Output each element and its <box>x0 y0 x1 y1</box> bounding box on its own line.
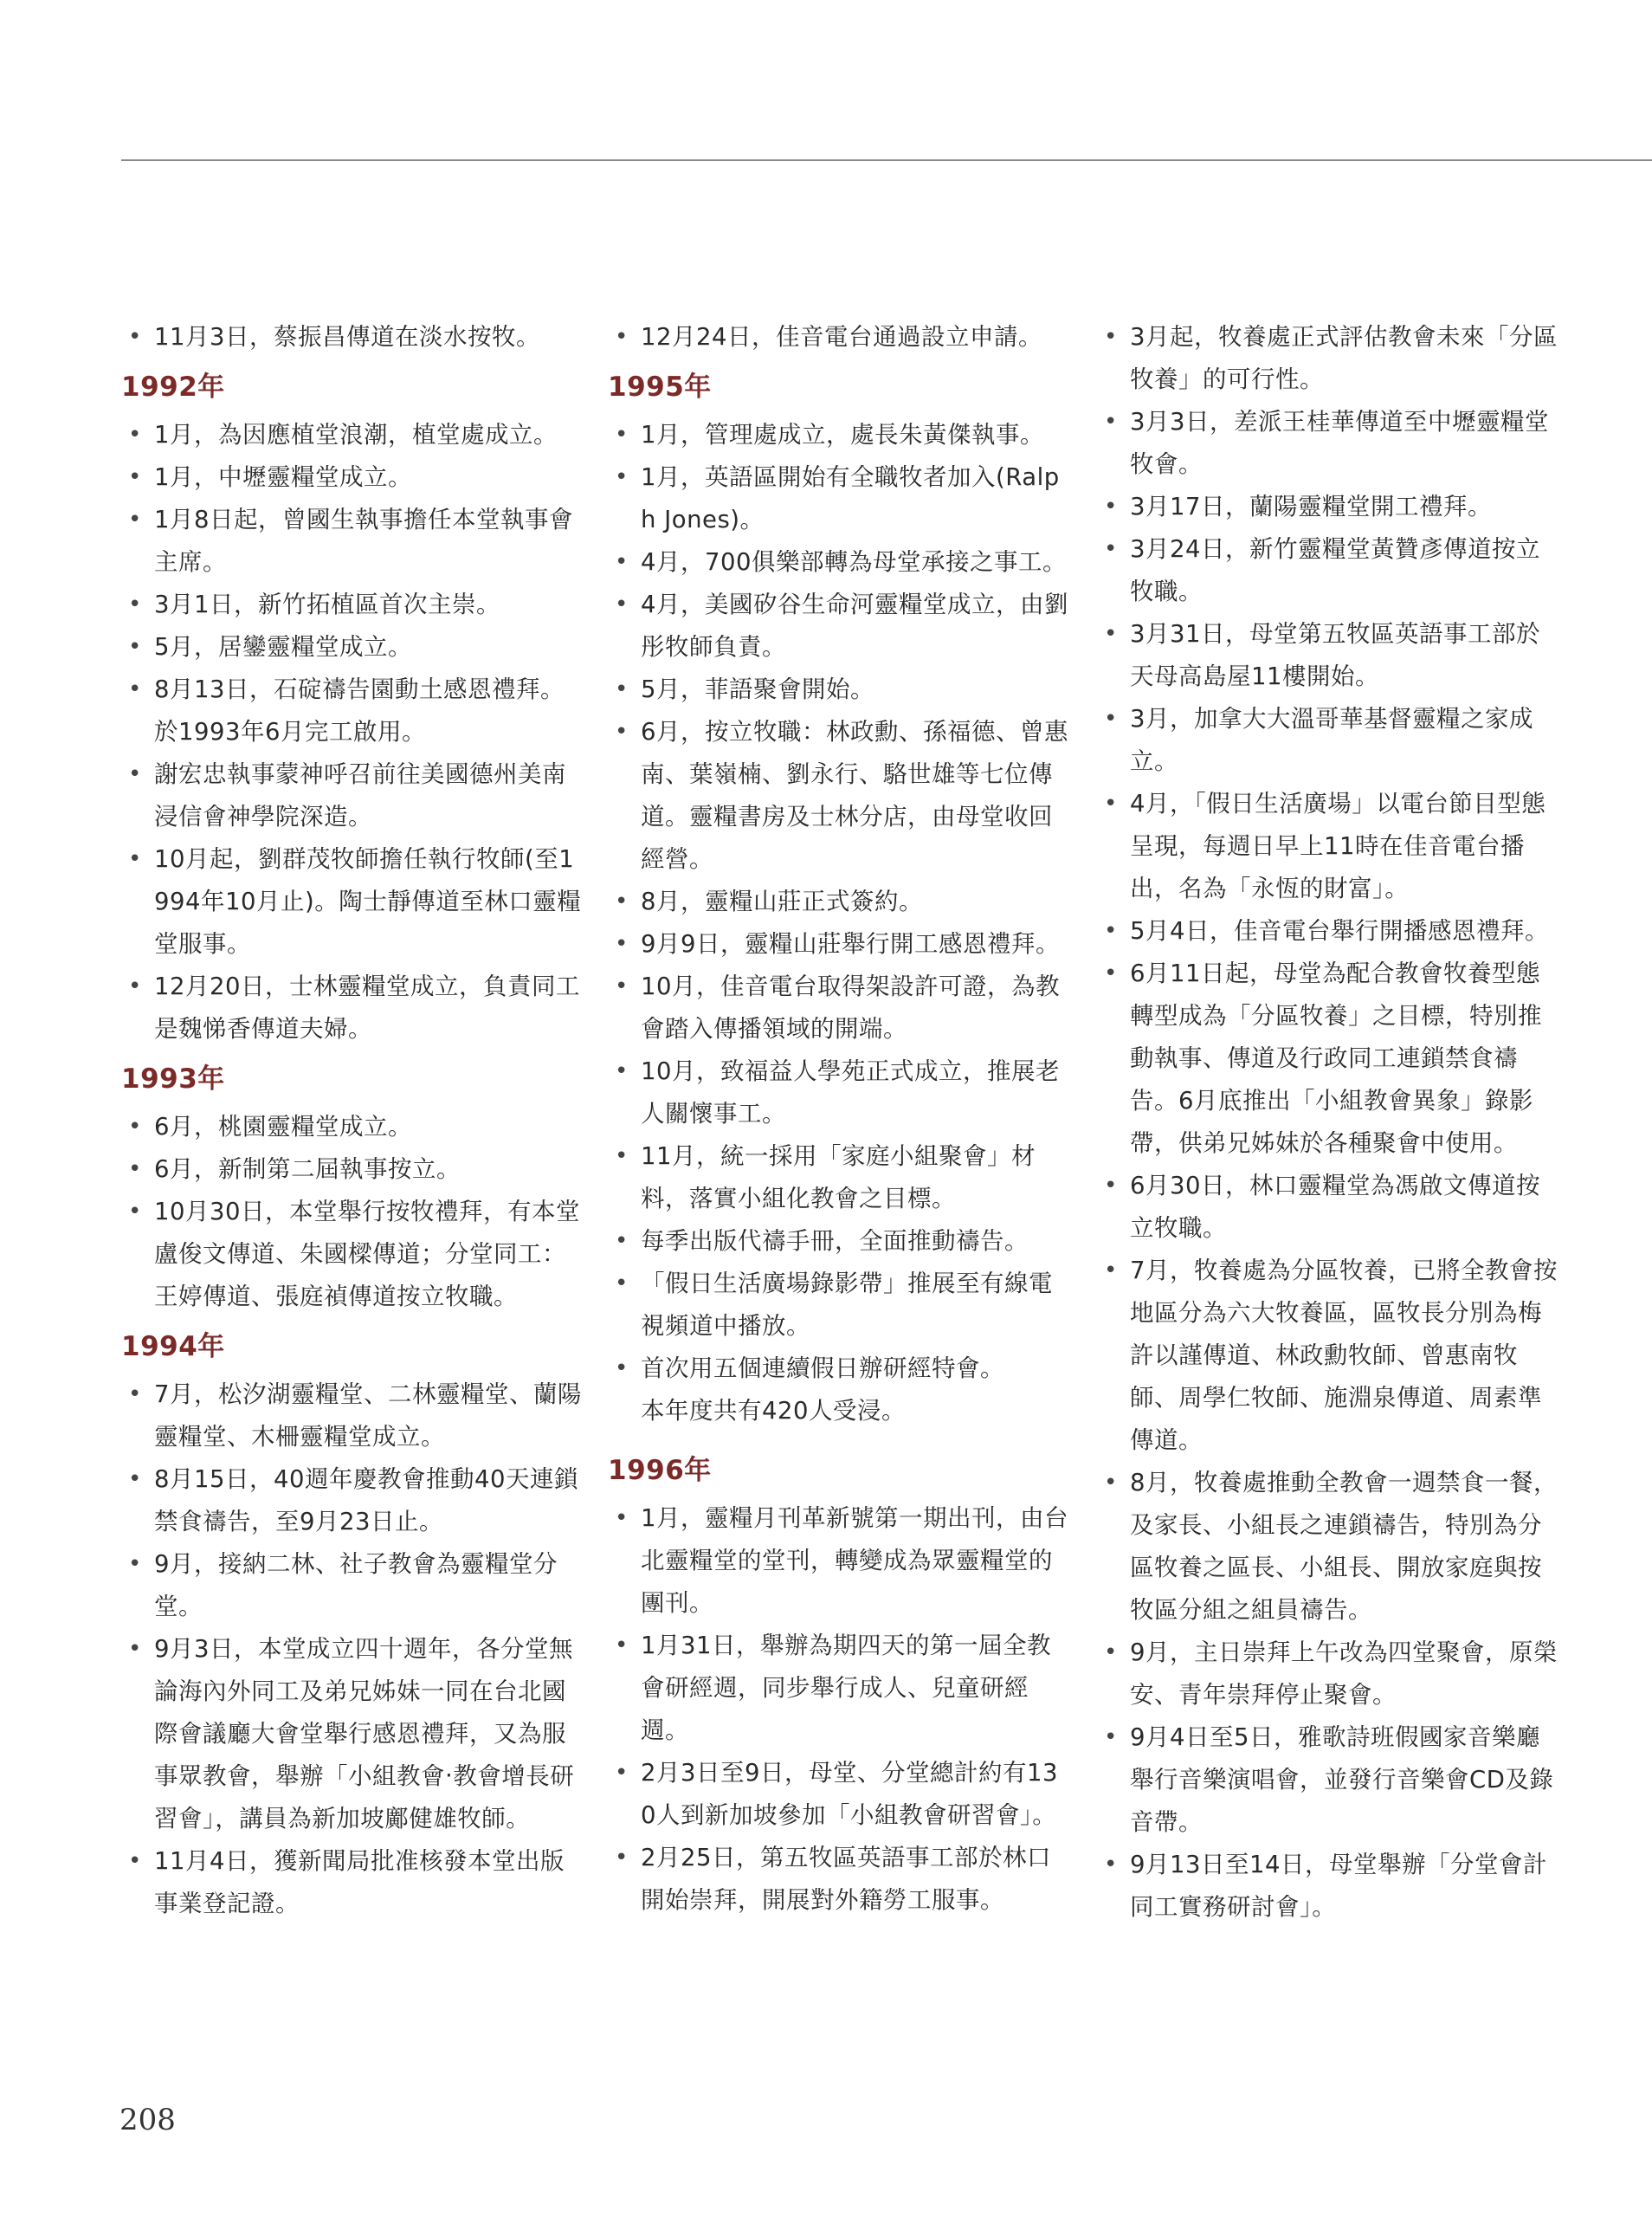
entry-text: 每季出版代禱手冊，全面推動禱告。 <box>641 1227 1029 1255</box>
entry-text: 9月4日至5日，雅歌詩班假國家音樂廳舉行音樂演唱會，並發行音樂會CD及錄音帶。 <box>1130 1723 1554 1836</box>
entry-text: 6月30日，林口靈糧堂為馮啟文傳道按立牧職。 <box>1130 1172 1540 1242</box>
bullet-icon: • <box>1104 324 1118 350</box>
bullet-icon: • <box>128 324 142 350</box>
timeline-entry <box>1097 528 1560 613</box>
entry-text: 9月，接納二林、社子教會為靈糧堂分堂。 <box>154 1550 558 1620</box>
timeline-entry <box>1097 783 1560 910</box>
timeline-entry <box>121 838 584 966</box>
entry-text: 8月，靈糧山莊正式簽約。 <box>641 888 923 915</box>
year-heading-1993: 1993年 <box>121 1063 225 1095</box>
timeline-entry <box>608 1220 1071 1263</box>
timeline-entry <box>121 1106 584 1148</box>
timeline-entry <box>608 711 1071 881</box>
bullet-icon: • <box>128 1381 142 1407</box>
bullet-icon: • <box>615 973 629 999</box>
entry-text: 3月3日，差派王桂華傳道至中壢靈糧堂牧會。 <box>1130 408 1549 478</box>
entry-text: 7月，牧養處為分區牧養，已將全教會按地區分為六大牧養區，區牧長分別為梅許以謹傳道、林政勳牧師、曾惠南牧師、周學仁牧師、施淵泉傳道、周素準傳道。 <box>1130 1257 1558 1454</box>
timeline-entry <box>1097 698 1560 783</box>
entry-text: 11月4日，獲新聞局批准核發本堂出版事業登記證。 <box>154 1847 565 1917</box>
bullet-icon: • <box>1104 1852 1118 1878</box>
bullet-icon: • <box>128 761 142 787</box>
annual-baptism-note: 本年度共有420人受浸。 <box>641 1397 906 1425</box>
timeline-entry <box>1097 910 1560 953</box>
bullet-icon: • <box>1104 494 1118 520</box>
bullet-icon: • <box>615 1228 629 1254</box>
timeline-entry <box>608 966 1071 1050</box>
year-heading-1992: 1992年 <box>121 372 225 403</box>
entry-text: 8月15日，40週年慶教會推動40天連鎖禁食禱告，至9月23日止。 <box>154 1465 578 1535</box>
timeline-entry <box>121 499 584 584</box>
timeline-entry <box>1097 613 1560 698</box>
timeline-entry <box>1097 1716 1560 1844</box>
timeline-entry <box>608 1497 1071 1625</box>
bullet-icon: • <box>615 1143 629 1169</box>
timeline-entry <box>608 316 1071 359</box>
bullet-icon: • <box>128 507 142 533</box>
bullet-icon: • <box>1104 706 1118 732</box>
column-3 <box>1097 316 1560 1929</box>
entry-text: 12月24日，佳音電台通過設立申請。 <box>641 323 1042 351</box>
entry-text: 「假日生活廣場錄影帶」推展至有線電視頻道中播放。 <box>641 1270 1053 1340</box>
timeline-entry <box>1097 486 1560 528</box>
entry-text: 4月，美國矽谷生命河靈糧堂成立，由劉彤牧師負責。 <box>641 591 1068 661</box>
entry-text: 6月，新制第二屆執事按立。 <box>154 1155 461 1183</box>
bullet-icon: • <box>615 1505 629 1531</box>
timeline-entry <box>1097 1462 1560 1632</box>
entry-text: 3月，加拿大大溫哥華基督靈糧之家成立。 <box>1130 705 1533 775</box>
timeline-entry <box>1097 1844 1560 1929</box>
bullet-icon: • <box>615 676 629 702</box>
entry-text: 7月，松汐湖靈糧堂、二林靈糧堂、蘭陽靈糧堂、木柵靈糧堂成立。 <box>154 1380 582 1451</box>
timeline-entry <box>608 1135 1071 1220</box>
entry-text: 1月8日起，曾國生執事擔任本堂執事會主席。 <box>154 506 573 576</box>
entry-text: 3月17日，蘭陽靈糧堂開工禮拜。 <box>1130 493 1492 520</box>
year-heading-1995: 1995年 <box>608 372 712 403</box>
entry-text: 首次用五個連續假日辦研經特會。 <box>641 1354 1004 1382</box>
entry-text: 3月1日，新竹拓植區首次主崇。 <box>154 591 500 618</box>
timeline-entry <box>1097 401 1560 486</box>
timeline-entry <box>608 1625 1071 1752</box>
top-rule <box>121 159 1652 161</box>
timeline-entry <box>608 541 1071 584</box>
timeline-entry <box>121 456 584 499</box>
entry-text: 謝宏忠執事蒙神呼召前往美國德州美南浸信會神學院深造。 <box>154 760 566 831</box>
timeline-entry <box>121 669 584 753</box>
page-number: 208 <box>119 2103 176 2137</box>
year-heading-1996: 1996年 <box>608 1455 712 1486</box>
timeline-entry <box>121 1543 584 1628</box>
entry-text: 6月，桃園靈糧堂成立。 <box>154 1113 412 1141</box>
bullet-icon: • <box>128 846 142 872</box>
timeline-entry <box>121 1628 584 1840</box>
bullet-icon: • <box>615 324 629 350</box>
timeline-entry <box>1097 953 1560 1165</box>
bullet-icon: • <box>1104 1724 1118 1750</box>
timeline-entry <box>1097 1165 1560 1250</box>
bullet-icon: • <box>128 591 142 617</box>
bullet-icon: • <box>615 1845 629 1871</box>
bullet-icon: • <box>1104 1257 1118 1283</box>
bullet-icon: • <box>1104 960 1118 986</box>
timeline-entry <box>608 881 1071 923</box>
timeline-entry <box>121 1374 584 1458</box>
timeline-entry <box>121 414 584 456</box>
timeline-entry <box>608 456 1071 541</box>
timeline-entry <box>121 1458 584 1543</box>
entry-text: 11月3日，蔡振昌傳道在淡水按牧。 <box>154 323 540 351</box>
timeline-entry <box>1097 1250 1560 1462</box>
timeline-entry <box>608 414 1071 456</box>
entry-text: 1月，管理處成立，處長朱黃傑執事。 <box>641 421 1044 449</box>
entry-text: 10月，佳音電台取得架設許可證，為教會踏入傳播領域的開端。 <box>641 973 1060 1043</box>
bullet-icon: • <box>615 1632 629 1658</box>
entry-text: 1月31日，舉辦為期四天的第一屆全教會研經週，同步舉行成人、兒童研經週。 <box>641 1632 1051 1744</box>
bullet-icon: • <box>1104 409 1118 435</box>
bullet-icon: • <box>615 719 629 745</box>
bullet-icon: • <box>1104 1173 1118 1199</box>
entry-text: 4月，700俱樂部轉為母堂承接之事工。 <box>641 548 1067 576</box>
column-2 <box>608 316 1071 1922</box>
bullet-icon: • <box>128 1199 142 1225</box>
bullet-icon: • <box>128 634 142 660</box>
entry-text: 6月，按立牧職：林政勳、孫福德、曾惠南、葉嶺楠、劉永行、駱世雄等七位傳道。靈糧書房及士林分店，由母堂收回經營。 <box>641 718 1068 873</box>
entry-text: 5月4日，佳音電台舉行開播感恩禮拜。 <box>1130 917 1549 945</box>
entry-text: 8月，牧養處推動全教會一週禁食一餐，及家長、小組長之連鎖禱告，特別為分區牧養之區長、小組長、開放家庭與按牧區分組之組員禱告。 <box>1130 1469 1558 1624</box>
timeline-entry <box>608 1050 1071 1135</box>
entry-text: 10月，致福益人學苑正式成立，推展老人關懷事工。 <box>641 1057 1060 1128</box>
bullet-icon: • <box>128 464 142 490</box>
bullet-icon: • <box>615 1058 629 1084</box>
bullet-icon: • <box>615 464 629 490</box>
bullet-icon: • <box>615 1760 629 1786</box>
entry-text: 1月，為因應植堂浪潮，植堂處成立。 <box>154 421 558 449</box>
bullet-icon: • <box>615 422 629 448</box>
timeline-entry <box>608 584 1071 669</box>
bullet-icon: • <box>128 1114 142 1140</box>
bullet-icon: • <box>615 931 629 957</box>
bullet-icon: • <box>1104 918 1118 944</box>
timeline-entry <box>1097 316 1560 401</box>
timeline-entry <box>608 1837 1071 1922</box>
entry-text: 9月，主日崇拜上午改為四堂聚會，原榮安、青年崇拜停止聚會。 <box>1130 1639 1558 1709</box>
entry-text: 3月起，牧養處正式評估教會未來「分區牧養」的可行性。 <box>1130 323 1558 393</box>
timeline-entry <box>1097 1632 1560 1716</box>
bullet-icon: • <box>1104 1470 1118 1496</box>
bullet-icon: • <box>1104 536 1118 562</box>
timeline-entry <box>121 1148 584 1191</box>
bullet-icon: • <box>128 1156 142 1182</box>
timeline-entry <box>608 923 1071 966</box>
entry-text: 1月，英語區開始有全職牧者加入(Ralph Jones)。 <box>641 463 1060 533</box>
column-1 <box>121 316 584 1925</box>
entry-text: 1月，靈糧月刊革新號第一期出刊，由台北靈糧堂的堂刊，轉變成為眾靈糧堂的團刊。 <box>641 1504 1068 1617</box>
year-heading-1994: 1994年 <box>121 1331 225 1362</box>
entry-text: 9月3日，本堂成立四十週年，各分堂無論海內外同工及弟兄姊妹一同在台北國際會議廳大會堂舉行感恩禮拜，又為服事眾教會，舉辦「小組教會‧教會增長研習會」，講員為新加坡鄺健雄牧師。 <box>154 1635 575 1832</box>
bullet-icon: • <box>128 422 142 448</box>
timeline-entry <box>121 626 584 669</box>
entry-text: 8月13日，石碇禱告園動土感恩禮拜。於1993年6月完工啟用。 <box>154 675 565 746</box>
entry-text: 11月，統一採用「家庭小組聚會」材料，落實小組化教會之目標。 <box>641 1142 1036 1212</box>
timeline-entry <box>608 1263 1071 1348</box>
bullet-icon: • <box>615 591 629 617</box>
bullet-icon: • <box>615 549 629 575</box>
entry-text: 10月30日，本堂舉行按牧禮拜，有本堂盧俊文傳道、朱國樑傳道；分堂同工：王婷傳道、張庭禎傳道按立牧職。 <box>154 1198 580 1310</box>
entry-text: 2月25日，第五牧區英語事工部於林口開始崇拜，開展對外籍勞工服事。 <box>641 1844 1051 1914</box>
bullet-icon: • <box>128 1848 142 1874</box>
bullet-icon: • <box>615 1270 629 1296</box>
entry-text: 5月，菲語聚會開始。 <box>641 675 874 703</box>
timeline-entry <box>608 1348 1071 1390</box>
entry-text: 9月9日，靈糧山莊舉行開工感恩禮拜。 <box>641 930 1060 958</box>
timeline-entry <box>121 1191 584 1318</box>
timeline-entry <box>608 669 1071 711</box>
timeline-entry <box>608 1752 1071 1837</box>
bullet-icon: • <box>128 1636 142 1662</box>
bullet-icon: • <box>615 889 629 915</box>
bullet-icon: • <box>1104 791 1118 817</box>
entry-text: 6月11日起，母堂為配合教會牧養型態轉型成為「分區牧養」之目標，特別推動執事、傳道及行政同工連鎖禁食禱告。6月底推出「小組教會異象」錄影帶，供弟兄姊妹於各種聚會中使用。 <box>1130 960 1542 1157</box>
bullet-icon: • <box>128 1551 142 1577</box>
entry-text: 3月24日，新竹靈糧堂黃贊彥傳道按立牧職。 <box>1130 535 1540 605</box>
entry-text: 3月31日，母堂第五牧區英語事工部於天母高島屋11樓開始。 <box>1130 620 1540 690</box>
timeline-entry <box>121 753 584 838</box>
bullet-icon: • <box>128 973 142 999</box>
bullet-icon: • <box>615 1355 629 1381</box>
entry-text: 9月13日至14日，母堂舉辦「分堂會計同工實務研討會」。 <box>1130 1851 1547 1921</box>
bullet-icon: • <box>1104 621 1118 647</box>
timeline-entry <box>121 584 584 626</box>
entry-text: 1月，中壢靈糧堂成立。 <box>154 463 412 491</box>
bullet-icon: • <box>128 1466 142 1492</box>
timeline-entry <box>121 966 584 1050</box>
bullet-icon: • <box>1104 1639 1118 1665</box>
entry-text: 10月起，劉群茂牧師擔任執行牧師(至1994年10月止)。陶士靜傳道至林口靈糧堂服事。 <box>154 845 582 958</box>
entry-text: 12月20日，士林靈糧堂成立，負責同工是魏悌香傳道夫婦。 <box>154 973 580 1043</box>
bullet-icon: • <box>128 676 142 702</box>
timeline-entry <box>121 1840 584 1925</box>
entry-text: 2月3日至9日，母堂、分堂總計約有130人到新加坡參加「小組教會研習會」。 <box>641 1759 1058 1829</box>
entry-text: 5月，居鑾靈糧堂成立。 <box>154 633 412 661</box>
timeline-entry <box>121 316 584 359</box>
entry-text: 4月，「假日生活廣場」以電台節目型態呈現，每週日早上11時在佳音電台播出，名為「永恆的財富」。 <box>1130 790 1546 902</box>
